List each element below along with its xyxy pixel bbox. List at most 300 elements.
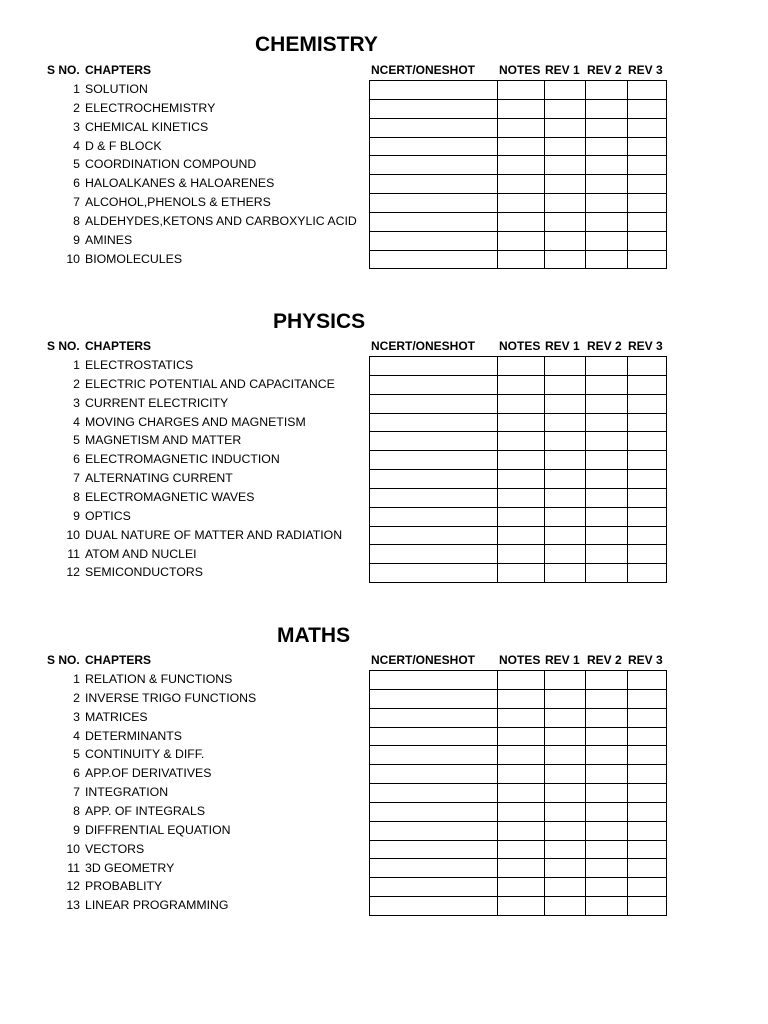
- chapter-name: RELATION & FUNCTIONS: [85, 672, 233, 686]
- checkbox-cell-notes[interactable]: [498, 897, 545, 916]
- checkbox-cell-rev3[interactable]: [628, 99, 667, 118]
- checkbox-cell-rev3[interactable]: [628, 250, 667, 269]
- checkbox-cell-rev1[interactable]: [545, 878, 586, 897]
- checkbox-cell-rev2[interactable]: [586, 671, 628, 690]
- checkbox-cell-rev2[interactable]: [586, 212, 628, 231]
- serial-number: 2: [73, 100, 80, 115]
- checklist-row: [370, 821, 667, 840]
- checklist-row: [370, 194, 667, 213]
- chapter-name: ELECTROCHEMISTRY: [85, 100, 216, 115]
- checklist-row: [370, 897, 667, 916]
- checkbox-cell-ncert[interactable]: [370, 488, 498, 507]
- checkbox-cell-rev3[interactable]: [628, 137, 667, 156]
- checkbox-cell-rev1[interactable]: [545, 821, 586, 840]
- checkbox-cell-rev2[interactable]: [586, 564, 628, 583]
- checkbox-cell-rev3[interactable]: [628, 451, 667, 470]
- checkbox-cell-rev1[interactable]: [545, 545, 586, 564]
- serial-number: 10: [66, 841, 80, 856]
- checkbox-cell-rev1[interactable]: [545, 156, 586, 175]
- serial-number: 13: [66, 898, 80, 913]
- column-header-sno: S NO.: [47, 339, 80, 353]
- checkbox-cell-ncert[interactable]: [370, 375, 498, 394]
- checklist-row: [370, 81, 667, 100]
- checkbox-cell-ncert[interactable]: [370, 840, 498, 859]
- checkbox-cell-rev2[interactable]: [586, 897, 628, 916]
- checkbox-cell-rev2[interactable]: [586, 81, 628, 100]
- column-header-rev3: REV 3: [628, 653, 663, 667]
- serial-number: 2: [73, 690, 80, 705]
- chapter-name: MOVING CHARGES AND MAGNETISM: [85, 414, 306, 429]
- checkbox-cell-ncert[interactable]: [370, 137, 498, 156]
- chapter-name: CURRENT ELECTRICITY: [85, 395, 229, 410]
- checkbox-cell-rev2[interactable]: [586, 175, 628, 194]
- checkbox-cell-rev3[interactable]: [628, 564, 667, 583]
- checklist-row: [370, 746, 667, 765]
- checkbox-cell-notes[interactable]: [498, 488, 545, 507]
- serial-number: 6: [73, 766, 80, 781]
- checkbox-cell-notes[interactable]: [498, 746, 545, 765]
- checkbox-cell-rev3[interactable]: [628, 746, 667, 765]
- checkbox-cell-rev3[interactable]: [628, 81, 667, 100]
- checklist-row: [370, 357, 667, 376]
- checklist-row: [370, 212, 667, 231]
- serial-number: 9: [73, 508, 80, 523]
- checkbox-cell-rev1[interactable]: [545, 765, 586, 784]
- chapter-name: DIFFRENTIAL EQUATION: [85, 822, 231, 837]
- checkbox-cell-rev2[interactable]: [586, 432, 628, 451]
- checkbox-cell-notes[interactable]: [498, 432, 545, 451]
- checkbox-cell-notes[interactable]: [498, 357, 545, 376]
- checkbox-cell-ncert[interactable]: [370, 897, 498, 916]
- column-header-notes: NOTES: [499, 63, 541, 77]
- checkbox-cell-ncert[interactable]: [370, 470, 498, 489]
- checkbox-cell-notes[interactable]: [498, 727, 545, 746]
- column-header-sno: S NO.: [47, 63, 80, 77]
- checkbox-cell-rev2[interactable]: [586, 765, 628, 784]
- checkbox-cell-notes[interactable]: [498, 545, 545, 564]
- checkbox-cell-rev3[interactable]: [628, 840, 667, 859]
- checkbox-cell-rev1[interactable]: [545, 194, 586, 213]
- checkbox-cell-rev1[interactable]: [545, 394, 586, 413]
- column-header-rev3: REV 3: [628, 63, 663, 77]
- checkbox-cell-ncert[interactable]: [370, 545, 498, 564]
- checkbox-cell-ncert[interactable]: [370, 784, 498, 803]
- checklist-row: [370, 250, 667, 269]
- serial-number: 5: [73, 747, 80, 762]
- checkbox-cell-ncert[interactable]: [370, 746, 498, 765]
- chapter-name: MATRICES: [85, 709, 148, 724]
- serial-number: 4: [73, 414, 80, 429]
- checkbox-cell-rev3[interactable]: [628, 507, 667, 526]
- column-header-chapters: CHAPTERS: [85, 653, 152, 667]
- checkbox-cell-ncert[interactable]: [370, 231, 498, 250]
- checkbox-cell-rev1[interactable]: [545, 413, 586, 432]
- serial-number: 1: [73, 672, 80, 686]
- checklist-row: [370, 545, 667, 564]
- chapter-name: PROBABLITY: [85, 879, 163, 894]
- checkbox-cell-rev2[interactable]: [586, 137, 628, 156]
- checkbox-cell-rev3[interactable]: [628, 413, 667, 432]
- checkbox-cell-notes[interactable]: [498, 413, 545, 432]
- serial-number: 8: [73, 213, 80, 228]
- checkbox-cell-rev3[interactable]: [628, 859, 667, 878]
- checkbox-cell-rev1[interactable]: [545, 526, 586, 545]
- column-header-chapters: CHAPTERS: [85, 339, 152, 353]
- checkbox-cell-rev1[interactable]: [545, 708, 586, 727]
- checkbox-cell-rev2[interactable]: [586, 375, 628, 394]
- checkbox-cell-rev1[interactable]: [545, 432, 586, 451]
- checkbox-cell-rev1[interactable]: [545, 250, 586, 269]
- checkbox-cell-rev2[interactable]: [586, 802, 628, 821]
- checklist-row: [370, 507, 667, 526]
- checkbox-cell-notes[interactable]: [498, 375, 545, 394]
- checkbox-cell-notes[interactable]: [498, 194, 545, 213]
- checkbox-cell-ncert[interactable]: [370, 394, 498, 413]
- checkbox-cell-rev1[interactable]: [545, 689, 586, 708]
- checkbox-cell-rev1[interactable]: [545, 859, 586, 878]
- chapter-name: AMINES: [85, 232, 133, 247]
- serial-number: 6: [73, 452, 80, 467]
- checkbox-cell-rev1[interactable]: [545, 212, 586, 231]
- checkbox-cell-ncert[interactable]: [370, 156, 498, 175]
- checkbox-cell-rev1[interactable]: [545, 137, 586, 156]
- column-header-rev1: REV 1: [545, 63, 580, 77]
- checklist-row: [370, 394, 667, 413]
- checkbox-cell-notes[interactable]: [498, 175, 545, 194]
- checkbox-cell-ncert[interactable]: [370, 878, 498, 897]
- checkbox-cell-rev3[interactable]: [628, 671, 667, 690]
- checkbox-cell-ncert[interactable]: [370, 859, 498, 878]
- column-header-rev3: REV 3: [628, 339, 663, 353]
- column-header-ncert: NCERT/ONESHOT: [371, 63, 476, 77]
- checkbox-cell-ncert[interactable]: [370, 250, 498, 269]
- chapter-name: ELECTRIC POTENTIAL AND CAPACITANCE: [85, 376, 335, 391]
- checkbox-cell-notes[interactable]: [498, 451, 545, 470]
- checkbox-cell-rev1[interactable]: [545, 231, 586, 250]
- serial-number: 6: [73, 176, 80, 191]
- chapter-name: ATOM AND NUCLEI: [85, 546, 197, 561]
- checkbox-cell-rev3[interactable]: [628, 375, 667, 394]
- checkbox-cell-rev1[interactable]: [545, 81, 586, 100]
- serial-number: 3: [73, 395, 80, 410]
- checkbox-cell-rev2[interactable]: [586, 231, 628, 250]
- checkbox-cell-rev3[interactable]: [628, 175, 667, 194]
- chapter-name: DETERMINANTS: [85, 728, 183, 743]
- chapter-name: VECTORS: [85, 841, 145, 856]
- checkbox-cell-ncert[interactable]: [370, 671, 498, 690]
- checkbox-cell-notes[interactable]: [498, 564, 545, 583]
- checkbox-cell-notes[interactable]: [498, 708, 545, 727]
- serial-number: 9: [73, 822, 80, 837]
- checkbox-cell-notes[interactable]: [498, 689, 545, 708]
- checkbox-cell-ncert[interactable]: [370, 118, 498, 137]
- checklist-grid-chemistry: [369, 80, 667, 269]
- checkbox-cell-rev2[interactable]: [586, 859, 628, 878]
- checkbox-cell-rev2[interactable]: [586, 451, 628, 470]
- column-header-rev1: REV 1: [545, 653, 580, 667]
- chapter-name: OPTICS: [85, 508, 131, 523]
- checkbox-cell-rev3[interactable]: [628, 231, 667, 250]
- chapter-name: INVERSE TRIGO FUNCTIONS: [85, 690, 257, 705]
- checkbox-cell-ncert[interactable]: [370, 99, 498, 118]
- checkbox-cell-rev2[interactable]: [586, 545, 628, 564]
- checklist-row: [370, 413, 667, 432]
- checkbox-cell-ncert[interactable]: [370, 175, 498, 194]
- checklist-row: [370, 840, 667, 859]
- checkbox-cell-notes[interactable]: [498, 878, 545, 897]
- checkbox-cell-notes[interactable]: [498, 765, 545, 784]
- chapter-name: ALCOHOL,PHENOLS & ETHERS: [85, 195, 271, 210]
- checklist-row: [370, 859, 667, 878]
- serial-number: 12: [66, 879, 80, 894]
- chapter-name: 3D GEOMETRY: [85, 860, 175, 875]
- checkbox-cell-notes[interactable]: [498, 118, 545, 137]
- checkbox-cell-rev2[interactable]: [586, 413, 628, 432]
- serial-number: 1: [73, 82, 80, 96]
- checkbox-cell-rev3[interactable]: [628, 727, 667, 746]
- checkbox-cell-notes[interactable]: [498, 840, 545, 859]
- checklist-grid-maths: [369, 670, 667, 916]
- checkbox-cell-rev3[interactable]: [628, 545, 667, 564]
- checkbox-cell-notes[interactable]: [498, 250, 545, 269]
- serial-number: 5: [73, 157, 80, 172]
- column-header-rev2: REV 2: [587, 63, 622, 77]
- serial-number: 7: [73, 195, 80, 210]
- checklist-row: [370, 802, 667, 821]
- checkbox-cell-rev2[interactable]: [586, 708, 628, 727]
- checkbox-cell-notes[interactable]: [498, 470, 545, 489]
- checklist-row: [370, 878, 667, 897]
- checkbox-cell-rev2[interactable]: [586, 156, 628, 175]
- checkbox-cell-rev1[interactable]: [545, 840, 586, 859]
- checkbox-cell-rev2[interactable]: [586, 250, 628, 269]
- serial-number: 4: [73, 138, 80, 153]
- checkbox-cell-rev1[interactable]: [545, 470, 586, 489]
- checklist-row: [370, 137, 667, 156]
- checkbox-cell-ncert[interactable]: [370, 727, 498, 746]
- column-header-notes: NOTES: [499, 339, 541, 353]
- checkbox-cell-ncert[interactable]: [370, 357, 498, 376]
- checkbox-cell-rev3[interactable]: [628, 802, 667, 821]
- chapter-name: ELECTROMAGNETIC INDUCTION: [85, 452, 280, 467]
- serial-number: 2: [73, 376, 80, 391]
- chapter-name: APP.OF DERIVATIVES: [85, 766, 212, 781]
- checkbox-cell-notes[interactable]: [498, 99, 545, 118]
- checkbox-cell-rev3[interactable]: [628, 526, 667, 545]
- checkbox-cell-notes[interactable]: [498, 231, 545, 250]
- serial-number: 7: [73, 785, 80, 800]
- checkbox-cell-rev1[interactable]: [545, 175, 586, 194]
- checkbox-cell-rev3[interactable]: [628, 897, 667, 916]
- checkbox-cell-ncert[interactable]: [370, 564, 498, 583]
- column-header-rev1: REV 1: [545, 339, 580, 353]
- checkbox-cell-rev3[interactable]: [628, 488, 667, 507]
- serial-number: 8: [73, 803, 80, 818]
- checkbox-cell-ncert[interactable]: [370, 81, 498, 100]
- chapter-name: SEMICONDUCTORS: [85, 565, 203, 580]
- checklist-row: [370, 118, 667, 137]
- checkbox-cell-rev2[interactable]: [586, 821, 628, 840]
- checkbox-cell-ncert[interactable]: [370, 708, 498, 727]
- checkbox-cell-ncert[interactable]: [370, 689, 498, 708]
- chapter-name: ALDEHYDES,KETONS AND CARBOXYLIC ACID: [85, 213, 357, 228]
- checkbox-cell-rev2[interactable]: [586, 840, 628, 859]
- section-title: PHYSICS: [273, 310, 366, 333]
- checklist-row: [370, 689, 667, 708]
- checkbox-cell-rev3[interactable]: [628, 394, 667, 413]
- checkbox-cell-notes[interactable]: [498, 156, 545, 175]
- checklist-row: [370, 99, 667, 118]
- column-header-ncert: NCERT/ONESHOT: [371, 653, 476, 667]
- serial-number: 1: [73, 358, 80, 372]
- chapter-name: ALTERNATING CURRENT: [85, 471, 233, 486]
- checkbox-cell-rev2[interactable]: [586, 118, 628, 137]
- section-title: MATHS: [277, 624, 351, 647]
- checklist-row: [370, 231, 667, 250]
- chapter-name: COORDINATION COMPOUND: [85, 157, 257, 172]
- checkbox-cell-rev3[interactable]: [628, 784, 667, 803]
- checkbox-cell-ncert[interactable]: [370, 451, 498, 470]
- checkbox-cell-rev3[interactable]: [628, 765, 667, 784]
- column-header-chapters: CHAPTERS: [85, 63, 152, 77]
- checkbox-cell-notes[interactable]: [498, 137, 545, 156]
- serial-number: 3: [73, 709, 80, 724]
- checkbox-cell-rev1[interactable]: [545, 802, 586, 821]
- checkbox-cell-rev2[interactable]: [586, 727, 628, 746]
- chapter-name: INTEGRATION: [85, 785, 169, 800]
- serial-number: 10: [66, 527, 80, 542]
- chapter-name: APP. OF INTEGRALS: [85, 803, 206, 818]
- checkbox-cell-rev1[interactable]: [545, 727, 586, 746]
- checkbox-cell-rev2[interactable]: [586, 746, 628, 765]
- checklist-row: [370, 708, 667, 727]
- serial-number: 11: [67, 546, 80, 561]
- checkbox-cell-ncert[interactable]: [370, 432, 498, 451]
- checkbox-cell-rev1[interactable]: [545, 507, 586, 526]
- serial-number: 3: [73, 119, 80, 134]
- checkbox-cell-rev1[interactable]: [545, 564, 586, 583]
- column-header-notes: NOTES: [499, 653, 541, 667]
- chapter-name: ELECTROMAGNETIC WAVES: [85, 489, 255, 504]
- checkbox-cell-rev1[interactable]: [545, 99, 586, 118]
- checkbox-cell-rev3[interactable]: [628, 194, 667, 213]
- serial-number: 8: [73, 489, 80, 504]
- checkbox-cell-rev2[interactable]: [586, 507, 628, 526]
- checkbox-cell-rev2[interactable]: [586, 689, 628, 708]
- checkbox-cell-rev3[interactable]: [628, 156, 667, 175]
- serial-number: 7: [73, 471, 80, 486]
- checkbox-cell-notes[interactable]: [498, 507, 545, 526]
- serial-number: 11: [67, 860, 80, 875]
- chapter-name: MAGNETISM AND MATTER: [85, 433, 242, 448]
- checkbox-cell-notes[interactable]: [498, 212, 545, 231]
- serial-number: 5: [73, 433, 80, 448]
- checkbox-cell-rev1[interactable]: [545, 746, 586, 765]
- checkbox-cell-rev2[interactable]: [586, 470, 628, 489]
- checkbox-cell-rev1[interactable]: [545, 375, 586, 394]
- checkbox-cell-rev1[interactable]: [545, 118, 586, 137]
- chapter-name: D & F BLOCK: [85, 138, 162, 153]
- checkbox-cell-notes[interactable]: [498, 81, 545, 100]
- checkbox-cell-ncert[interactable]: [370, 507, 498, 526]
- checkbox-cell-rev1[interactable]: [545, 357, 586, 376]
- chapter-name: DUAL NATURE OF MATTER AND RADIATION: [85, 527, 343, 542]
- checklist-row: [370, 432, 667, 451]
- chapter-name: LINEAR PROGRAMMING: [85, 898, 229, 913]
- chapter-name: CONTINUITY & DIFF.: [85, 747, 205, 762]
- checkbox-cell-notes[interactable]: [498, 802, 545, 821]
- checkbox-cell-rev1[interactable]: [545, 897, 586, 916]
- checklist-row: [370, 671, 667, 690]
- checkbox-cell-rev2[interactable]: [586, 357, 628, 376]
- column-header-rev2: REV 2: [587, 653, 622, 667]
- checkbox-cell-notes[interactable]: [498, 394, 545, 413]
- serial-number: 4: [73, 728, 80, 743]
- checkbox-cell-rev3[interactable]: [628, 708, 667, 727]
- checkbox-cell-notes[interactable]: [498, 859, 545, 878]
- checkbox-cell-ncert[interactable]: [370, 194, 498, 213]
- column-header-sno: S NO.: [47, 653, 80, 667]
- checklist-row: [370, 564, 667, 583]
- checkbox-cell-notes[interactable]: [498, 526, 545, 545]
- checklist-grid-physics: [369, 356, 667, 583]
- serial-number: 10: [66, 251, 80, 266]
- checkbox-cell-rev3[interactable]: [628, 689, 667, 708]
- chapter-name: BIOMOLECULES: [85, 251, 183, 266]
- checklist-row: [370, 727, 667, 746]
- checklist-row: [370, 156, 667, 175]
- column-header-rev2: REV 2: [587, 339, 622, 353]
- checkbox-cell-rev3[interactable]: [628, 821, 667, 840]
- checkbox-cell-rev1[interactable]: [545, 784, 586, 803]
- checklist-row: [370, 784, 667, 803]
- checkbox-cell-rev2[interactable]: [586, 194, 628, 213]
- section-title: CHEMISTRY: [255, 33, 378, 56]
- chapter-name: ELECTROSTATICS: [85, 358, 194, 372]
- checkbox-cell-ncert[interactable]: [370, 413, 498, 432]
- chapter-name: CHEMICAL KINETICS: [85, 119, 209, 134]
- checkbox-cell-rev2[interactable]: [586, 878, 628, 897]
- checkbox-cell-rev1[interactable]: [545, 488, 586, 507]
- checkbox-cell-rev1[interactable]: [545, 671, 586, 690]
- checkbox-cell-ncert[interactable]: [370, 526, 498, 545]
- checkbox-cell-ncert[interactable]: [370, 765, 498, 784]
- checkbox-cell-ncert[interactable]: [370, 212, 498, 231]
- checkbox-cell-rev1[interactable]: [545, 451, 586, 470]
- checklist-row: [370, 375, 667, 394]
- checkbox-cell-ncert[interactable]: [370, 821, 498, 840]
- checklist-row: [370, 470, 667, 489]
- checkbox-cell-rev3[interactable]: [628, 432, 667, 451]
- checkbox-cell-notes[interactable]: [498, 671, 545, 690]
- checkbox-cell-rev3[interactable]: [628, 118, 667, 137]
- checkbox-cell-rev2[interactable]: [586, 784, 628, 803]
- checkbox-cell-rev3[interactable]: [628, 212, 667, 231]
- checkbox-cell-notes[interactable]: [498, 821, 545, 840]
- checkbox-cell-rev2[interactable]: [586, 394, 628, 413]
- chapter-name: SOLUTION: [85, 82, 148, 96]
- checkbox-cell-rev3[interactable]: [628, 357, 667, 376]
- checkbox-cell-ncert[interactable]: [370, 802, 498, 821]
- serial-number: 9: [73, 232, 80, 247]
- checkbox-cell-rev2[interactable]: [586, 99, 628, 118]
- checkbox-cell-rev3[interactable]: [628, 878, 667, 897]
- checkbox-cell-rev2[interactable]: [586, 488, 628, 507]
- checkbox-cell-rev2[interactable]: [586, 526, 628, 545]
- checkbox-cell-notes[interactable]: [498, 784, 545, 803]
- column-header-ncert: NCERT/ONESHOT: [371, 339, 476, 353]
- checkbox-cell-rev3[interactable]: [628, 470, 667, 489]
